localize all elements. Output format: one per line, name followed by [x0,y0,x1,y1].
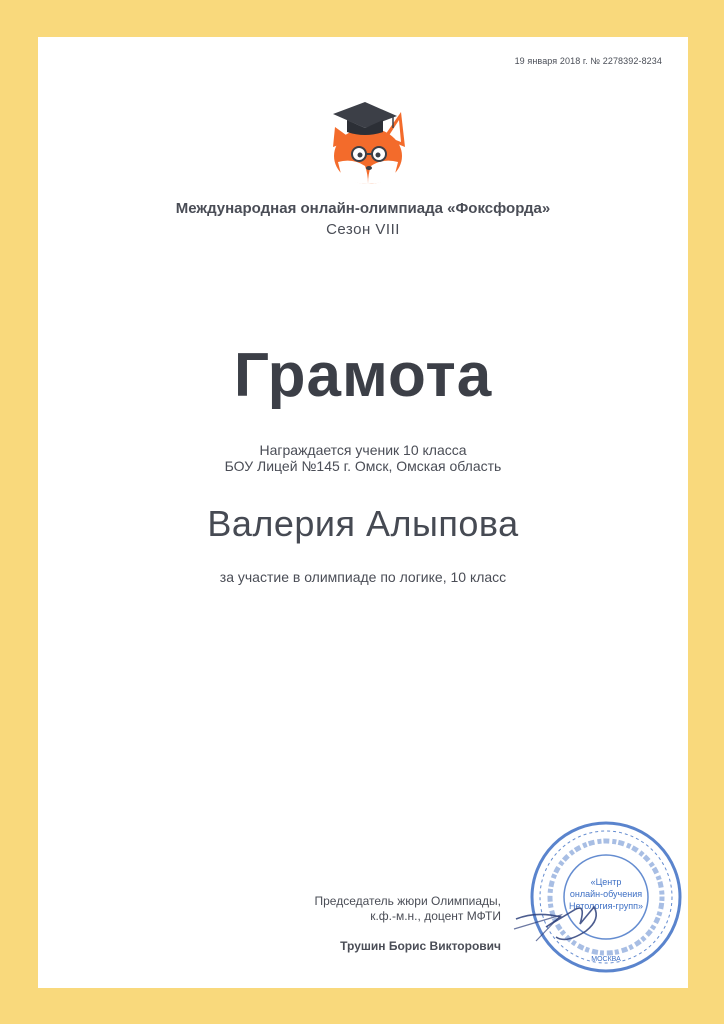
document-number: 19 января 2018 г. № 2278392-8234 [514,56,662,66]
award-reason: за участие в олимпиаде по логике, 10 класс [219,569,507,585]
stamp-center-line-2: онлайн-обучения [569,889,643,899]
award-line-student: Награждается ученик 10 класса [259,442,467,458]
signatory-role: Председатель жюри Олимпиады, [314,894,501,908]
official-stamp [506,819,682,981]
olympiad-title: Международная онлайн-олимпиада «Фоксфорда» [175,200,551,217]
signatory-name: Трушин Борис Викторович [340,939,501,953]
stamp-city: МОСКВА [591,956,621,963]
signatory-degree: к.ф.-м.н., доцент МФТИ [370,909,501,923]
season-label: Сезон VIII [326,221,400,238]
award-line-school: БОУ Лицей №145 г. Омск, Омская область [224,458,502,474]
recipient-name: Валерия Алыпова [207,503,519,544]
stamp-center-line-1: «Центр [590,877,622,887]
fox-mascot-logo [313,92,423,192]
certificate-title: Грамота [233,341,493,410]
stamp-center-line-3: Нетология-групп» [568,901,644,911]
handwritten-signature [516,907,596,939]
certificate-sheet [38,37,688,988]
